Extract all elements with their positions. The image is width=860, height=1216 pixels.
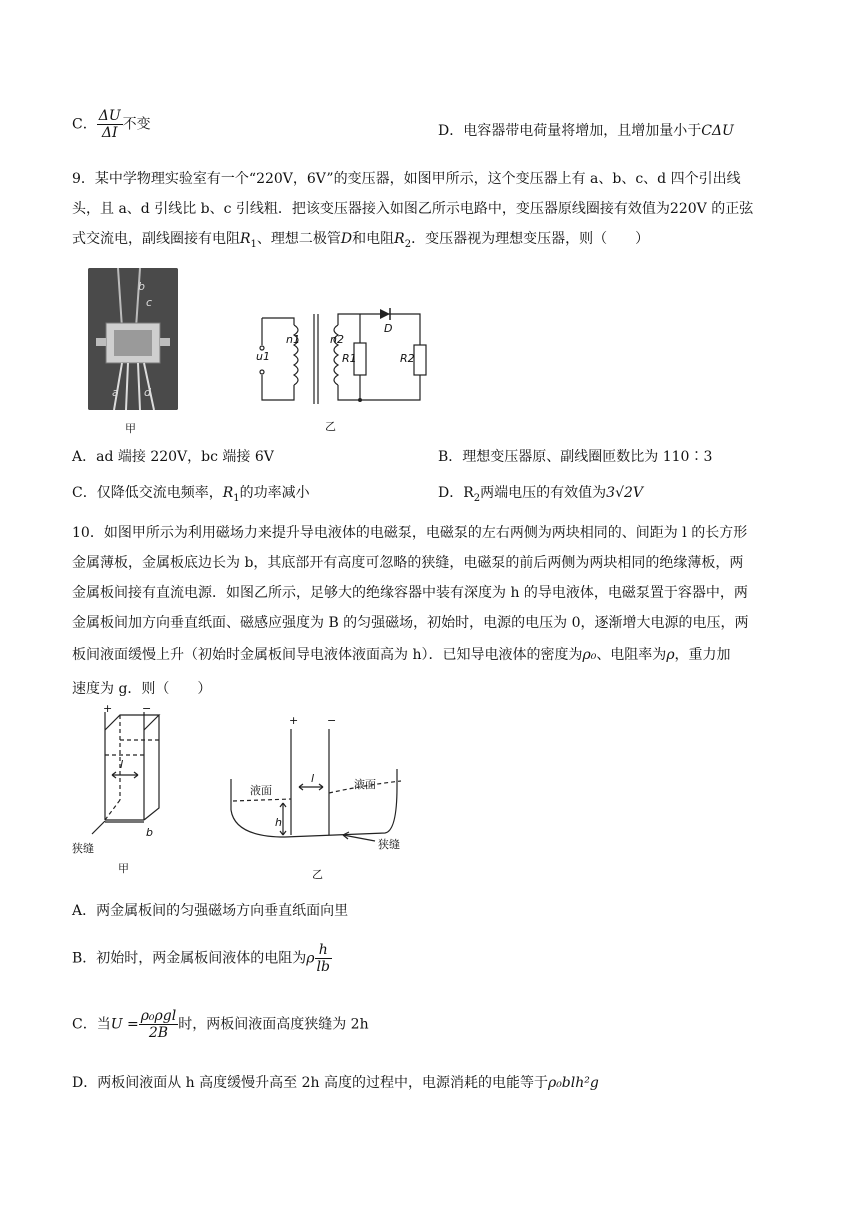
label-slit: 狭缝	[378, 838, 400, 851]
label-minus: −	[142, 702, 152, 715]
label-diode: D	[384, 322, 393, 335]
r1-symbol: R	[240, 231, 251, 247]
numerator: ΔU	[98, 108, 121, 124]
rho-symbol: ρ	[306, 950, 315, 967]
q9-option-c	[72, 482, 310, 504]
text: C．当	[72, 1016, 111, 1033]
text: 、理想二极管	[256, 231, 341, 247]
photo-label-c: c	[146, 296, 153, 309]
q9-stem	[72, 164, 792, 260]
label-minus: −	[327, 714, 337, 727]
q10-line: 金属薄板，金属板底边长为 b，其底部开有高度可忽略的狭缝，电磁泵的前后两侧为两块相同的绝缘薄板，两	[72, 555, 744, 571]
text: 式交流电，副线圈接有电阻	[72, 231, 240, 247]
r2-symbol: R	[463, 485, 474, 501]
d-symbol: D	[340, 231, 353, 247]
q9-option-b: B．理想变压器原、副线圈匝数比为 110∶3	[438, 449, 713, 465]
label-l: l	[311, 772, 315, 785]
subscript: 1	[250, 238, 257, 250]
text: D．	[438, 485, 464, 501]
label-r2: R2	[400, 352, 415, 365]
q9-option-d	[438, 482, 643, 504]
container-diagram-yi	[225, 715, 415, 845]
photo-label-b: b	[138, 280, 145, 293]
q10-option-a: A．两金属板间的匀强磁场方向垂直纸面向里	[72, 903, 349, 919]
label-plus: +	[103, 702, 113, 715]
denominator: ΔI	[101, 125, 118, 142]
q10-line: 金属板间加方向垂直纸面、磁感应强度为 B 的匀强磁场，初始时，电源的电压为 0，逐渐增大电源的电压，两	[72, 615, 749, 631]
label-n2: n2	[330, 333, 344, 346]
transformer-photo	[88, 268, 178, 410]
q9-line: 9．某中学物理实验室有一个“220V，6V”的变压器，如图甲所示，这个变压器上有 a、b、c、d 四个引出线	[72, 171, 741, 187]
q10-option-c	[72, 1008, 369, 1041]
q10-line: 金属板间接有直流电源．如图乙所示，足够大的绝缘容器中装有深度为 h 的导电液体，电磁泵置于容器中，两	[72, 585, 748, 601]
figure-caption-yi: 乙	[325, 420, 336, 433]
photo-label-a: a	[112, 386, 119, 399]
subscript: 1	[233, 492, 240, 504]
numerator: ρ₀ρgl	[140, 1008, 177, 1024]
q9-option-a: A．ad 端接 220V，bc 端接 6V	[72, 449, 274, 465]
label-b: b	[146, 826, 153, 839]
rho0-symbol: ρ₀	[582, 647, 597, 663]
q10-line	[72, 638, 792, 672]
value: 3√2V	[606, 485, 644, 501]
label-l: l	[120, 758, 124, 771]
q9-line: 头，且 a、d 引线比 b、c 引线粗．把该变压器接入如图乙所示电路中，变压器原线圈接有效值为220V 的正弦	[72, 201, 754, 217]
q10-option-b	[72, 942, 332, 975]
text: 两端电压的有效值为	[480, 485, 607, 501]
numerator: h	[315, 942, 332, 959]
text: 板间液面缓慢上升（初始时金属板间导电液体液面高为 h）．已知导电液体的密度为	[72, 647, 583, 663]
text: 时，两板间液面高度狭缝为 2h	[178, 1016, 369, 1033]
fraction	[315, 942, 332, 975]
text: D．两板间液面从 h 高度缓慢升高至 2h 高度的过程中，电源消耗的电能等于	[72, 1075, 548, 1091]
option-text: 电容器带电荷量将增加，且增加量小于	[463, 123, 702, 139]
math-expr: ρ₀blh²g	[547, 1075, 599, 1091]
option-label: D．	[438, 123, 464, 139]
option-text: 不变	[122, 116, 151, 133]
label-surface-left: 液面	[250, 784, 272, 797]
text: ，重力加	[674, 647, 731, 663]
subscript: 2	[404, 238, 412, 250]
q8-option-d	[438, 120, 734, 140]
denominator: lb	[316, 959, 330, 976]
q9-line	[72, 224, 792, 260]
r2-symbol: R	[394, 231, 405, 247]
q10-line: 10．如图甲所示为利用磁场力来提升导电液体的电磁泵，电磁泵的左右两侧为两块相同的、间距为 l 的长方形	[72, 525, 748, 541]
fraction	[139, 1008, 179, 1041]
text: 、电阻率为	[596, 647, 667, 663]
r1-symbol: R	[222, 485, 234, 501]
option-label: C．	[72, 116, 97, 133]
photo-label-d: d	[144, 386, 151, 399]
label-slit: 狭缝	[72, 842, 94, 855]
q10-stem	[72, 518, 792, 706]
denominator: 2B	[148, 1025, 169, 1042]
label-n1: n1	[286, 333, 300, 346]
figure-caption-yi: 乙	[312, 868, 323, 881]
label-plus: +	[289, 714, 299, 727]
text: 的功率减小	[239, 485, 310, 501]
pump-diagram-jia	[72, 700, 172, 860]
rho-symbol: ρ	[666, 647, 675, 663]
math-expr: U =	[110, 1016, 139, 1033]
text: 和电阻	[352, 231, 395, 247]
label-r1: R1	[342, 352, 357, 365]
label-h: h	[275, 816, 282, 829]
q10-option-d	[72, 1072, 599, 1092]
text: B．初始时，两金属板间液体的电阻为	[72, 950, 307, 967]
q10-line: 速度为 g．则（ ）	[72, 681, 212, 697]
subscript: 2	[473, 492, 481, 504]
label-surface-right: 液面	[354, 778, 376, 791]
text: ．变压器视为理想变压器，则（ ）	[411, 231, 650, 247]
math-expr: CΔU	[701, 123, 734, 139]
figure-caption-jia: 甲	[125, 422, 136, 435]
figure-caption-jia: 甲	[118, 862, 129, 875]
text: C．仅降低交流电频率，	[72, 485, 223, 501]
q8-option-c	[72, 108, 151, 141]
fraction	[97, 108, 123, 141]
label-u1: u1	[256, 350, 270, 363]
